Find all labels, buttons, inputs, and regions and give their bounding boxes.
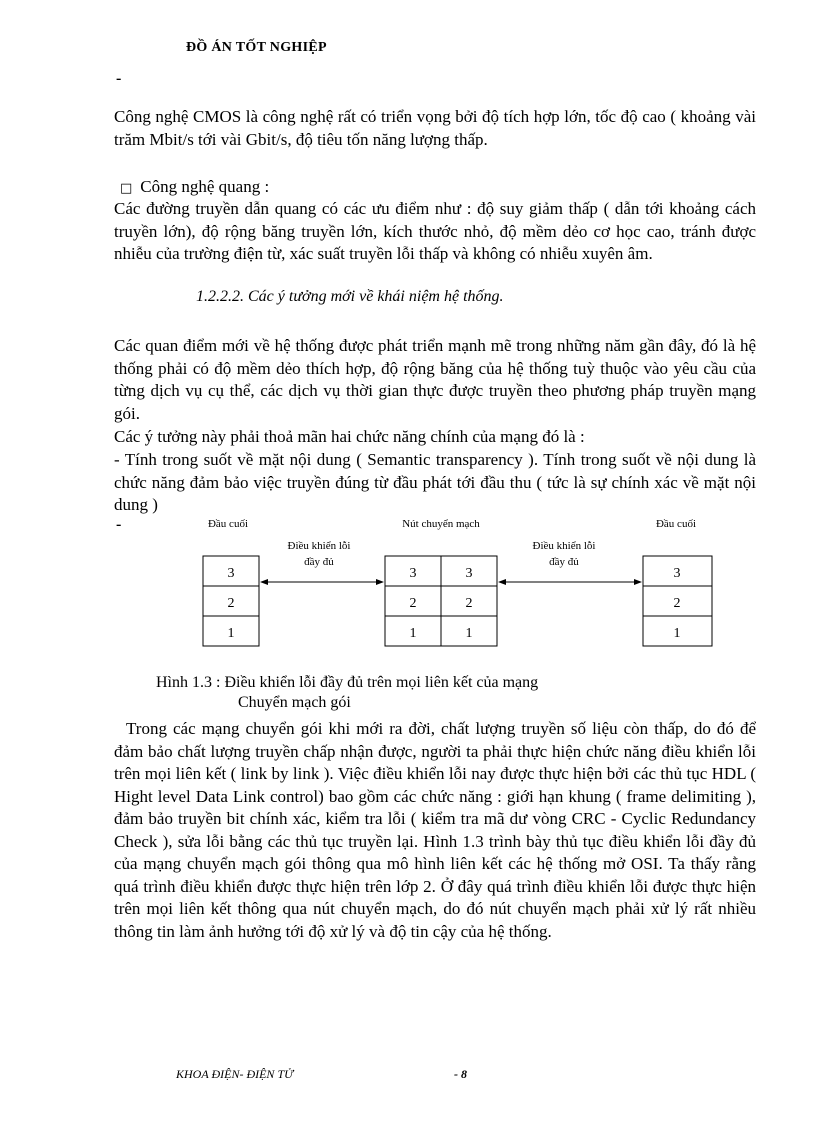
footer-page-number: - 8 bbox=[454, 1067, 467, 1081]
paragraph-optical bbox=[114, 198, 756, 266]
switch-right-layer-2: 2 bbox=[465, 596, 473, 611]
switch-right-layer-3: 3 bbox=[465, 566, 473, 581]
dash-marker: - bbox=[116, 70, 122, 87]
section-heading: 1.2.2.2. Các ý tưởng mới về khái niệm hệ thống. bbox=[196, 288, 504, 305]
switch-node-label: Nút chuyển mạch bbox=[402, 518, 480, 530]
right-link-label-line2: đầy đủ bbox=[549, 556, 579, 568]
left-layer-2: 2 bbox=[227, 596, 235, 611]
optical-title-line bbox=[114, 176, 756, 201]
switch-right-layer-1: 1 bbox=[465, 626, 473, 641]
right-layer-1: 1 bbox=[673, 626, 681, 641]
figure-caption-line1: Hình 1.3 : Điều khiển lỗi đầy đủ trên mọi liên kết của mạng bbox=[156, 674, 539, 691]
paragraph-packet-text: Trong các mạng chuyển gói khi mới ra đời, chất lượng truyền số liệu còn thấp, do đó để đảm bảo chất lượng truyền chấp nhận được, người ta phải thực hiện chức năng điều khiển lỗi trên mọi liên kết ( link by link ). Việc điều khiển lỗi nay được thực hiện bởi các thủ tục HDL ( Hight level Data Link control) bao gồm các chức năng : giới hạn khung ( frame delimiting ), đảm bảo truyền bit chính xác, kiểm tra lỗi ( kiểm tra mã dư vòng CRC - Cyclic Redundancy Check ), sửa lỗi bằng các thủ tục truyền lại. Hình 1.3 trình bày thủ tục điều khiển lỗi đầy đủ của mạng chuyển mạch gói thông qua mô hình liên kết các hệ thống mở OSI. Ta thấy rằng quá trình điều khiển được thực hiện trên lớp 2. Ở đây quá trình điều khiển lỗi được thực hiện trên mọi liên kết thông qua nút chuyển mạch, do đó nút chuyển mạch phải xử lý rất nhiều thông tin làm ảnh hưởng tới độ xử lý và độ tin cậy của hệ thống. bbox=[114, 719, 756, 941]
left-layer-3: 3 bbox=[227, 566, 235, 581]
page-header: ĐỒ ÁN TỐT NGHIỆP bbox=[186, 40, 327, 55]
paragraph-optical-text: Các đường truyền dẫn quang có các ưu điểm như : độ suy giảm thấp ( dẫn tới khoảng cách truyền lớn), độ rộng băng truyền lớn, kích thước nhỏ, độ mềm dẻo cơ học cao, tránh được nhiễu của trường điện từ, xác suất truyền lỗi thấp và không có nhiễu xuyên âm. bbox=[114, 199, 756, 263]
bullet-box-icon: □ bbox=[120, 181, 133, 196]
paragraph-cmos bbox=[114, 106, 756, 151]
right-terminal-label: Đầu cuối bbox=[655, 518, 697, 530]
paragraph-concepts bbox=[114, 335, 756, 425]
figure-error-control-diagram bbox=[0, 510, 816, 650]
switch-left-layer-1: 1 bbox=[409, 626, 417, 641]
right-layer-3: 3 bbox=[673, 566, 681, 581]
right-link-label-line1: Điều khiển lỗi bbox=[532, 540, 596, 552]
paragraph-cmos-text: Công nghệ CMOS là công nghệ rất có triển vọng bởi độ tích hợp lớn, tốc độ cao ( khoảng vài trăm Mbit/s tới vài Gbit/s, độ tiêu tốn năng lượng thấp. bbox=[114, 107, 756, 149]
footer-department: KHOA ĐIỆN- ĐIỆN TỬ bbox=[176, 1067, 294, 1081]
paragraph-ideas-text: Các ý tưởng này phải thoả mãn hai chức năng chính của mạng đó là : bbox=[114, 427, 585, 446]
paragraph-concepts-text: Các quan điểm mới về hệ thống được phát triển mạnh mẽ trong những năm gần đây, đó là hệ thống phải có độ mềm dẻo thích hợp, độ rộng băng của hệ thống tuỳ thuộc vào yêu cầu của từng dịch vụ cụ thể, các dịch vụ thời gian thực được truyền theo phương pháp truyền mạng gói. bbox=[114, 336, 756, 423]
optical-title: Công nghệ quang : bbox=[140, 177, 270, 196]
left-link-label-line2: đầy đủ bbox=[304, 556, 334, 568]
left-layer-1: 1 bbox=[227, 626, 235, 641]
left-link-label-line1: Điều khiển lỗi bbox=[287, 540, 351, 552]
dash-marker-2: - bbox=[116, 516, 122, 533]
paragraph-ideas bbox=[114, 426, 756, 449]
left-terminal-label: Đầu cuối bbox=[207, 518, 249, 530]
switch-left-layer-3: 3 bbox=[409, 566, 417, 581]
figure-caption-line2: Chuyển mạch gói bbox=[238, 694, 351, 711]
paragraph-semantic bbox=[114, 449, 756, 517]
paragraph-packet bbox=[114, 718, 756, 943]
switch-left-layer-2: 2 bbox=[409, 596, 417, 611]
right-layer-2: 2 bbox=[673, 596, 681, 611]
paragraph-semantic-text: - Tính trong suốt về mặt nội dung ( Semantic transparency ). Tính trong suốt về nội dung là chức năng đảm bảo việc truyền đúng từ đầu phát tới đầu thu ( tức là sự chính xác về mặt nội dung ) bbox=[114, 450, 756, 514]
